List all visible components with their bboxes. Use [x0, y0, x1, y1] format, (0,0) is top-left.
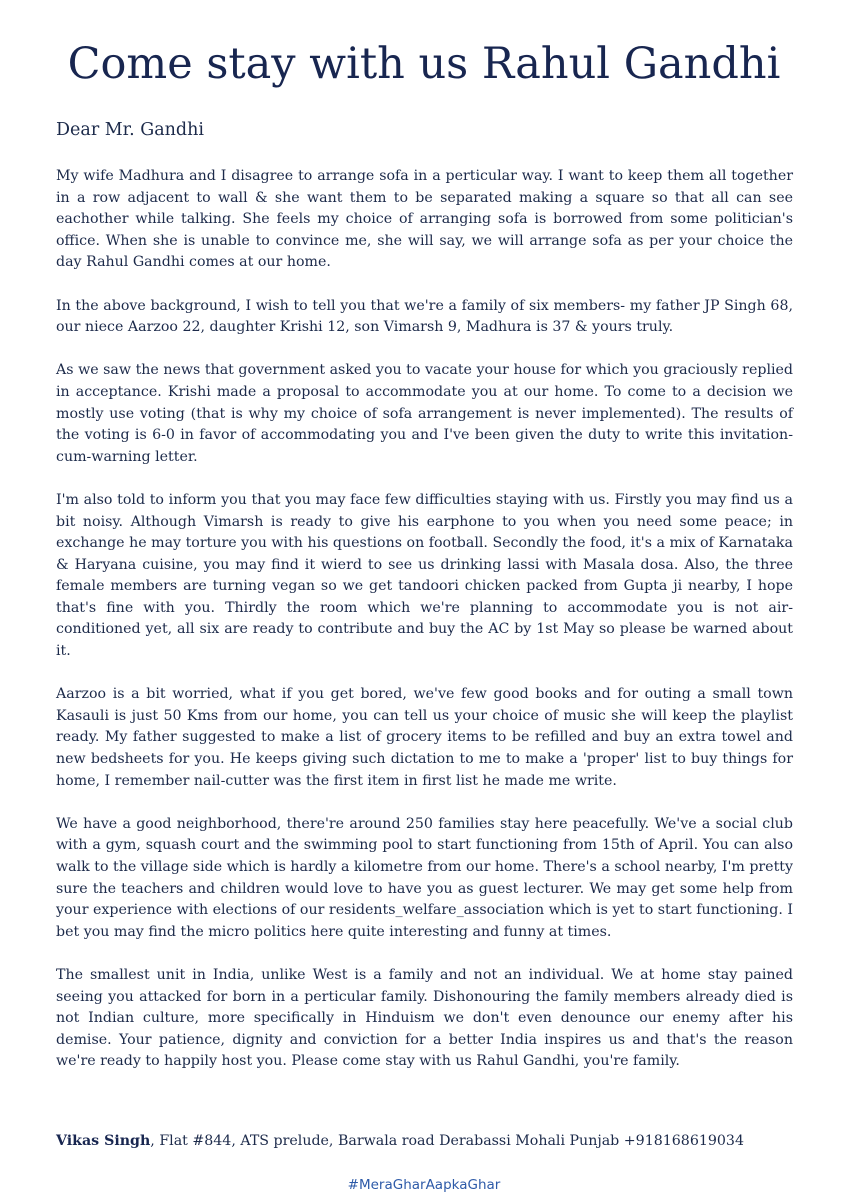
- letter-title: Come stay with us Rahul Gandhi: [67, 39, 781, 89]
- paragraph-voting: As we saw the news that government asked you to vacate your house for which you graciously replied in acceptance. Krishi made a proposal to accommodate you at our home. To come to a decision we mostly use voting (that is why my choice of sofa arrangement is never implemented). The results of the voting is 6-0 in favor of accommodating you and I've been given the duty to write this invitation-cum-warning letter.: [56, 362, 793, 465]
- paragraph-family: In the above background, I wish to tell you that we're a family of six members- my father JP Singh 68, our niece Aarzoo 22, daughter Krishi 12, son Vimarsh 9, Madhura is 37 & yours truly.: [56, 297, 793, 336]
- signature-line: [56, 1131, 816, 1151]
- signature-name: Vikas Singh: [56, 1133, 151, 1149]
- paragraph-neighborhood: We have a good neighborhood, there're around 250 families stay here peacefully. We've a social club with a gym, squash court and the swimming pool to start functioning from 15th of April. You can also walk to the village side which is hardly a kilometre from our home. There's a school nearby, I'm pretty sure the teachers and children would love to have you as guest lecturer. We may get some help from your experience with elections of our residents_welfare_association which is yet to start functioning. I bet you may find the micro politics here quite interesting and funny at times.: [56, 815, 793, 940]
- paragraph-sofa: My wife Madhura and I disagree to arrange sofa in a perticular way. I want to keep them all together in a row adjacent to wall & she want them to be separated making a square so that all can see eachother while talking. She feels my choice of arranging sofa is borrowed from some politician's office. When she is unable to convince me, she will say, we will arrange sofa as per your choice the day Rahul Gandhi comes at our home.: [56, 168, 793, 271]
- paragraph-aarzoo: Aarzoo is a bit worried, what if you get bored, we've few good books and for outing a small town Kasauli is just 50 Kms from our home, you can tell us your choice of music she will keep the playlist ready. My father suggested to make a list of grocery items to be refilled and buy an extra towel and new bedsheets for you. He keeps giving such dictation to me to make a 'proper' list to buy things for home, I remember nail-cutter was the first item in first list he made me write.: [56, 686, 793, 789]
- paragraph-family-unit: The smallest unit in India, unlike West is a family and not an individual. We at home stay pained seeing you attacked for born in a perticular family. Dishonouring the family members already died is not Indian culture, more specifically in Hinduism we don't even denounce our enemy after his demise. Your patience, dignity and conviction for a better India inspires us and that's the reason we're ready to happily host you. Please come stay with us Rahul Gandhi, you're family.: [56, 966, 793, 1070]
- letter-body: [56, 166, 793, 1095]
- salutation: Dear Mr. Gandhi: [56, 120, 204, 140]
- paragraph-difficulties: I'm also told to inform you that you may face few difficulties staying with us. Firstly you may find us a bit noisy. Although Vimarsh is ready to give his earphone to you when you need some peace; in exchange he may torture you with his questions on football. Secondly the food, it's a mix of Karnataka & Haryana cuisine, you may find it wierd to see us drinking lassi with Masala dosa. Also, the three female members are turning vegan so we get tandoori chicken packed from Gupta ji nearby, I hope that's fine with you. Thirdly the room which we're planning to accommodate you is not air-conditioned yet, all six are ready to contribute and buy the AC by 1st May so please be warned about it.: [56, 491, 793, 660]
- signature-address: , Flat #844, ATS prelude, Barwala road Derabassi Mohali Punjab +918168619034: [150, 1133, 744, 1149]
- hashtag[interactable]: #MeraGharAapkaGhar: [347, 1177, 501, 1193]
